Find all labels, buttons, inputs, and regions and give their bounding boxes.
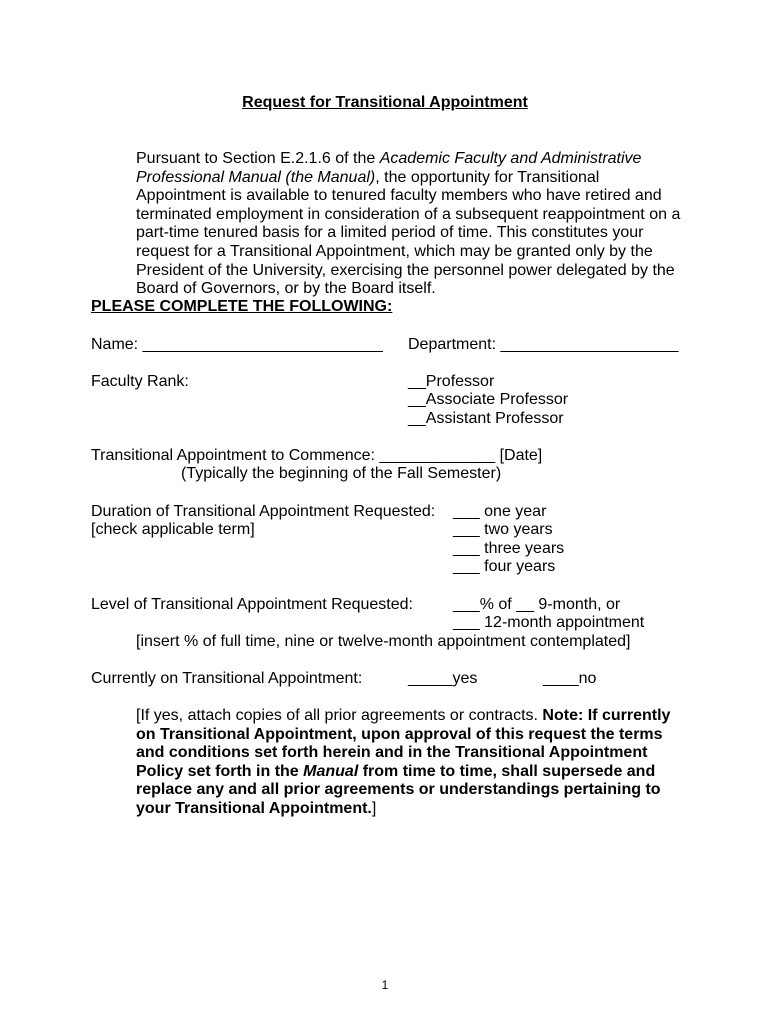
note-closing-bracket: ] <box>371 799 377 817</box>
page-number: 1 <box>381 978 389 992</box>
duration-option-three-years[interactable]: ___ three years <box>453 540 565 557</box>
duration-option-one-year[interactable]: ___ one year <box>453 503 547 520</box>
commence-note: (Typically the beginning of the Fall Semester) <box>181 465 502 482</box>
level-note: [insert % of full time, nine or twelve-month appointment contemplated] <box>136 633 631 650</box>
note-paragraph <box>91 707 681 819</box>
manual-title: Academic Faculty and Administrative Professional Manual (the Manual) <box>136 150 642 186</box>
note-manual-italic: Manual <box>303 762 359 780</box>
rank-option-assistant[interactable]: __Assistant Professor <box>408 410 564 427</box>
intro-text-end: , the opportunity for Transitional Appointment is available to tenured faculty members who have retired and terminated employment in consideration of a subsequent reappointment on a part-time tenured basis for a limited period of time. This constitutes your request for a Transitional Appointment, which may be granted only by the President of the University, exercising the personnel power delegated by the Board of Governors, or by the Board itself. <box>136 168 681 298</box>
rank-option-associate[interactable]: __Associate Professor <box>408 391 569 408</box>
level-option-nine-month[interactable]: ___% of __ 9-month, or <box>453 596 621 613</box>
document-title: Request for Transitional Appointment <box>242 94 528 111</box>
duration-option-four-years[interactable]: ___ four years <box>453 558 556 575</box>
name-field[interactable]: Name: ___________________________ <box>91 336 383 353</box>
note-bold-text: Note: If currently on Transitional Appointment, upon approval of this request the terms and conditions set forth herein and in the Transitional Appointment Policy set forth in the <box>136 707 671 780</box>
intro-paragraph <box>91 150 691 299</box>
department-field[interactable]: Department: ____________________ <box>408 336 679 353</box>
duration-label: Duration of Transitional Appointment Requested: <box>91 503 436 520</box>
section-heading: PLEASE COMPLETE THE FOLLOWING: <box>91 298 393 315</box>
duration-sublabel: [check applicable term] <box>91 521 255 538</box>
note-bold-text-end: from time to time, shall supersede and replace any and all prior agreements or understandings pertaining to your Transitional Appointment. <box>136 762 661 817</box>
rank-option-professor[interactable]: __Professor <box>408 373 495 390</box>
note-text-start: [If yes, attach copies of all prior agreements or contracts. <box>136 707 543 724</box>
level-option-twelve-month[interactable]: ___ 12-month appointment <box>453 614 645 631</box>
intro-text-start: Pursuant to Section E.2.1.6 of the <box>136 150 380 167</box>
commence-date-field[interactable]: Transitional Appointment to Commence: _____________ [Date] <box>91 447 543 464</box>
current-appointment-label: Currently on Transitional Appointment: <box>91 670 363 687</box>
current-option-no[interactable]: ____no <box>543 670 597 687</box>
faculty-rank-label: Faculty Rank: <box>91 373 189 390</box>
level-label: Level of Transitional Appointment Requested: <box>91 596 413 613</box>
current-option-yes[interactable]: _____yes <box>408 670 478 687</box>
duration-option-two-years[interactable]: ___ two years <box>453 521 553 538</box>
